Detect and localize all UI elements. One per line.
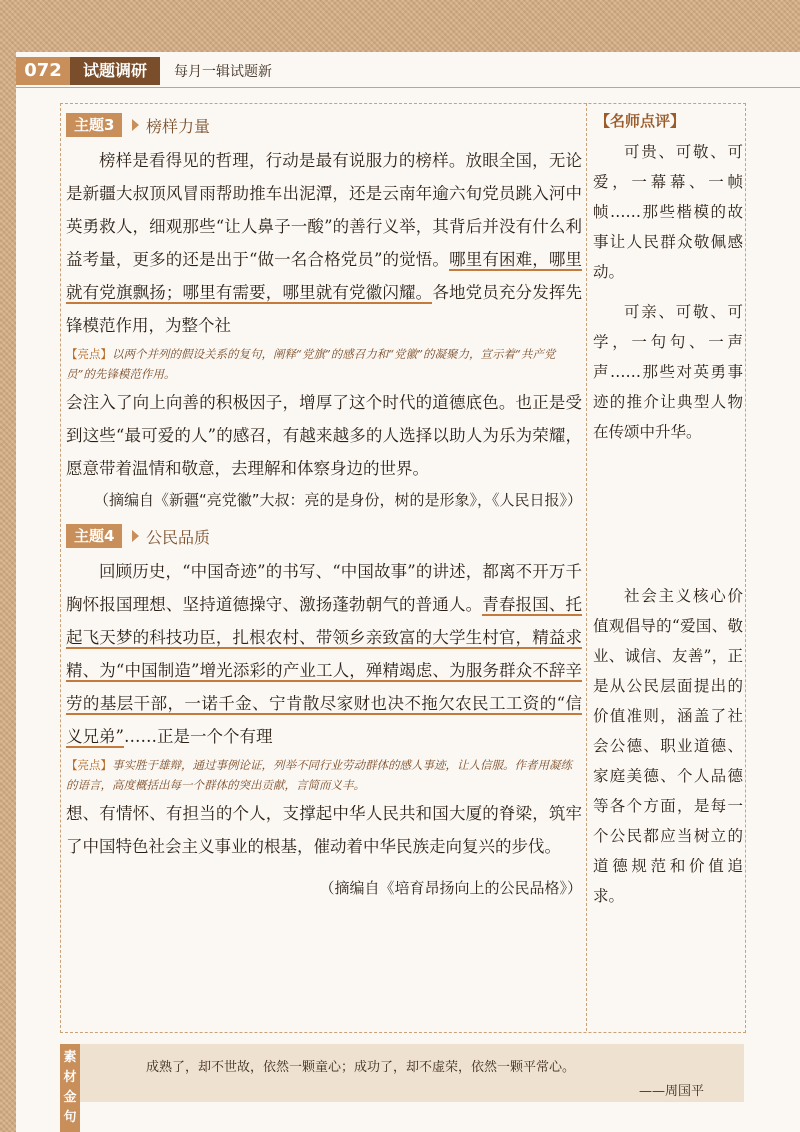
column-divider bbox=[586, 103, 588, 1031]
theme4-badge: 主题4 bbox=[66, 524, 122, 548]
theme4-note-text: 事实胜于雄辩，通过事例论证，列举不同行业劳动群体的感人事迹，让人信服。作者用凝练的语言，高度概括出每一个群体的突出贡献，言简而义丰。 bbox=[66, 758, 572, 792]
header-subtitle: 每月一辑试题新 bbox=[174, 64, 272, 80]
theme4-note-tag: 【亮点】 bbox=[66, 758, 112, 772]
main-column bbox=[66, 110, 582, 903]
theme3-note-tag: 【亮点】 bbox=[66, 347, 112, 361]
teacher-comment-2: 可亲、可敬、可学，一句句、一声声……那些对英勇事迹的推介让典型人物在传颂中升华。 bbox=[593, 303, 743, 441]
footer-author: ——周国平 bbox=[638, 1084, 704, 1099]
theme3-note bbox=[66, 344, 582, 384]
theme3-paragraph-1 bbox=[66, 144, 582, 342]
theme3-citation: （摘编自《新疆“亮党徽”大叔：亮的是身份，树的是形象》，《人民日报》） bbox=[93, 491, 582, 509]
teacher-comment-1: 可贵、可敬、可爱，一幕幕、一帧帧……那些楷模的故事让人民群众敬佩感动。 bbox=[593, 143, 743, 281]
theme4-text-b: ……正是一个个有理 bbox=[123, 727, 273, 746]
footer-quote: 成熟了，却不世故，依然一颗童心；成功了，却不虚荣，依然一颗平常心。 bbox=[146, 1060, 576, 1075]
side-column bbox=[593, 110, 743, 911]
theme3-badge: 主题3 bbox=[66, 113, 122, 137]
theme3-paragraph-2: 会注入了向上向善的积极因子，增厚了这个时代的道德底色。也正是受到这些“最可爱的人”的感召，有越来越多的人选择以助人为乐为荣耀，愿意带着温情和敬意，去理解和体察身边的世界。 bbox=[66, 393, 582, 478]
theme4-text-a: 回顾历史，“中国奇迹”的书写、“中国故事”的讲述，都离不开万千胸怀报国理想、坚持道德操守、激扬蓬勃朝气的普通人。 bbox=[66, 562, 582, 614]
theme3-text-a: 榜样是看得见的哲理，行动是最有说服力的榜样。放眼全国，无论是新疆大叔顶风冒雨帮助推车出泥潭，还是云南年逾六旬党员跳入河中英勇救人，细观那些“让人鼻子一酸”的善行义举，其背后并没有什么利益考量，更多的还是出于“做一名合格党员”的觉悟。 bbox=[66, 151, 582, 269]
theme4-paragraph-1 bbox=[66, 555, 582, 753]
theme4-citation: （摘编自《培育昂扬向上的公民品格》） bbox=[319, 879, 582, 897]
theme3-title: 榜样力量 bbox=[146, 117, 211, 136]
triangle-arrow-icon bbox=[132, 119, 139, 131]
footer-tag: 素材金句 bbox=[60, 1044, 80, 1132]
teacher-comment-3: 社会主义核心价值观倡导的“爱国、敬业、诚信、友善”，正是从公民层面提出的价值准则，涵盖了社会公德、职业道德、家庭美德、个人品德等各个方面，是每一个公民都应当树立的道德规范和价值追求。 bbox=[593, 587, 743, 905]
theme4-paragraph-2: 想、有情怀、有担当的个人，支撑起中华人民共和国大厦的脊梁，筑牢了中国特色社会主义事业的根基，催动着中华民族走向复兴的步伐。 bbox=[66, 804, 582, 856]
theme4-note bbox=[66, 755, 582, 795]
theme3-text-b: 各地党员充分发挥先锋模范作用，为整个社 bbox=[66, 283, 583, 335]
theme3-highlight: 哪里有困难，哪里就有党旗飘扬；哪里有需要，哪里就有党徽闪耀。 bbox=[66, 250, 583, 302]
header-divider bbox=[16, 87, 800, 88]
teacher-comment-heading: 【名师点评】 bbox=[595, 112, 686, 130]
theme4-title: 公民品质 bbox=[146, 528, 211, 547]
theme3-note-text: 以两个并列的假设关系的复句，阐释“党旗”的感召力和“党徽”的凝聚力，宣示着“共产党员”的先锋模范作用。 bbox=[66, 347, 556, 381]
page-number: 072 bbox=[16, 57, 70, 85]
footer-quote-box bbox=[60, 1044, 744, 1125]
triangle-arrow-icon bbox=[132, 530, 139, 542]
theme3-heading bbox=[66, 110, 582, 138]
page-header bbox=[16, 57, 800, 89]
theme4-heading bbox=[66, 521, 582, 549]
theme4-highlight: 青春报国、托起飞天梦的科技功臣，扎根农村、带领乡亲致富的大学生村官，精益求精、为“中国制造”增光添彩的产业工人，殚精竭虑、为服务群众不辞辛劳的基层干部，一诺千金、宁肯散尽家财也决不拖欠农民工工资的“信义兄弟” bbox=[66, 595, 583, 746]
section-tag: 试题调研 bbox=[70, 57, 160, 85]
